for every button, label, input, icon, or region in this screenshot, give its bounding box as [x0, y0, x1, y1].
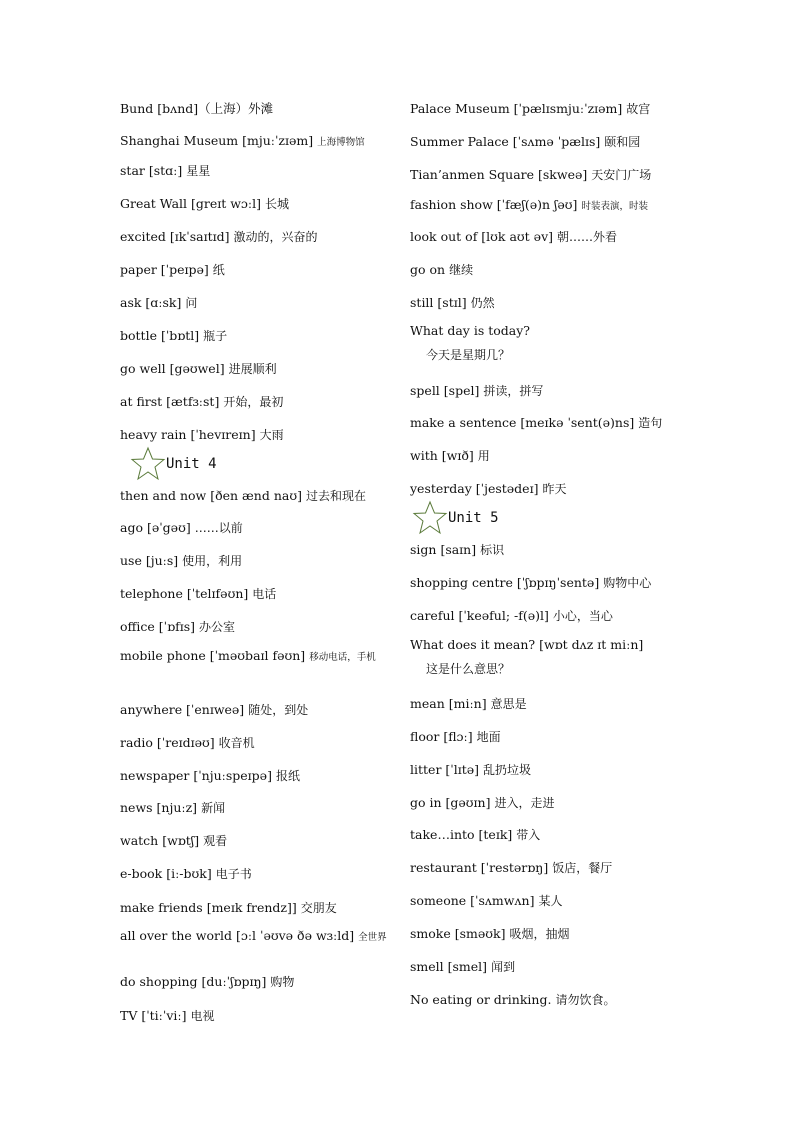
vocab-entry: TV [ˈtiːˈviː] 电视: [120, 1008, 215, 1023]
vocab-entry: do shopping [duːˈʃɒpɪŋ] 购物: [120, 974, 295, 989]
vocab-entry: Great Wall [greɪt wɔːl] 长城: [120, 196, 290, 211]
vocab-entry: fashion show [ˈfæʃ(ə)n ʃəʊ] 时装表演，时装: [410, 197, 648, 212]
vocab-entry: office [ˈɒfɪs] 办公室: [120, 619, 236, 634]
vocab-entry: all over the world [ɔːl ˈəʊvə ðə wɜːld] 全世界: [120, 928, 387, 943]
vocab-entry: smell [smel] 闻到: [410, 959, 516, 974]
vocab-entry: What does it mean? [wɒt dʌz ɪt miːn]: [410, 637, 644, 652]
vocab-entry: anywhere [ˈenɪweə] 随处，到处: [120, 702, 309, 717]
star-icon: [128, 446, 168, 482]
vocab-entry: use [juːs] 使用，利用: [120, 553, 243, 568]
vocab-entry: shopping centre [ˈʃɒpɪŋˈsentə] 购物中心: [410, 575, 652, 590]
vocab-entry: sign [saɪn] 标识: [410, 542, 505, 557]
vocab-entry: Bund [bʌnd]（上海）外滩: [120, 101, 274, 116]
vocab-entry: careful [ˈkeəful; -f(ə)l] 小心，当心: [410, 608, 613, 623]
vocab-entry: telephone [ˈtelɪfəʊn] 电话: [120, 586, 277, 601]
vocab-entry: spell [spel] 拼读，拼写: [410, 383, 544, 398]
vocab-entry: news [njuːz] 新闻: [120, 800, 226, 815]
vocab-translation: 今天是星期几？: [426, 348, 511, 362]
unit-label: Unit 4: [166, 456, 217, 472]
vocab-entry: mean [miːn] 意思是: [410, 696, 527, 711]
vocab-entry: No eating or drinking. 请勿饮食。: [410, 992, 616, 1007]
vocab-translation: 这是什么意思？: [426, 662, 511, 676]
unit-label: Unit 5: [448, 510, 499, 526]
vocab-entry: go on 继续: [410, 262, 474, 277]
vocab-entry: take…into [teɪk] 带入: [410, 827, 541, 842]
vocab-entry: floor [flɔː] 地面: [410, 729, 501, 744]
vocab-entry: with [wɪð] 用: [410, 448, 490, 463]
vocab-entry: Palace Museum [ˈpælɪsmjuːˈzɪəm] 故宫: [410, 101, 651, 116]
vocab-entry: paper [ˈpeɪpə] 纸: [120, 262, 225, 277]
vocab-entry: make friends [meɪk frendz]] 交朋友: [120, 900, 337, 915]
vocab-entry: watch [wɒtʃ] 观看: [120, 833, 228, 848]
vocab-entry: go well [gəʊwel] 进展顺利: [120, 361, 277, 376]
vocab-entry: ask [ɑːsk] 问: [120, 295, 198, 310]
vocab-entry: bottle [ˈbɒtl] 瓶子: [120, 328, 228, 343]
vocab-entry: at first [ætfɜːst] 开始，最初: [120, 394, 284, 409]
unit-4-heading: [128, 446, 217, 482]
vocab-entry: Shanghai Museum [mjuːˈzɪəm] 上海博物馆: [120, 133, 365, 148]
vocab-entry: Summer Palace [ˈsʌmə ˈpælɪs] 颐和园: [410, 134, 641, 149]
vocab-entry: radio [ˈreɪdɪəʊ] 收音机: [120, 735, 255, 750]
vocab-entry: look out of [lʊk aʊt əv] 朝……外看: [410, 229, 618, 244]
vocab-entry: heavy rain [ˈhevɪreɪn] 大雨: [120, 427, 284, 442]
vocab-entry: make a sentence [meɪkə ˈsent(ə)ns] 造句: [410, 415, 663, 430]
vocab-entry: still [stɪl] 仍然: [410, 295, 495, 310]
vocab-entry: Tian’anmen Square [skweə] 天安门广场: [410, 167, 652, 182]
vocab-entry: someone [ˈsʌmwʌn] 某人: [410, 893, 563, 908]
vocab-entry: ago [əˈgəʊ] ……以前: [120, 520, 243, 535]
vocab-entry: then and now [ðen ænd naʊ] 过去和现在: [120, 488, 366, 503]
vocab-entry: yesterday [ˈjestədeɪ] 昨天: [410, 481, 567, 496]
vocab-entry: mobile phone [ˈməʊbaɪl fəʊn] 移动电话，手机: [120, 648, 376, 663]
vocab-entry: excited [ɪkˈsaɪtɪd] 激动的，兴奋的: [120, 229, 318, 244]
star-icon: [410, 500, 450, 536]
vocab-entry: smoke [sməʊk] 吸烟，抽烟: [410, 926, 570, 941]
vocab-entry: go in [gəʊɪn] 进入，走进: [410, 795, 555, 810]
vocab-entry: litter [ˈlɪtə] 乱扔垃圾: [410, 762, 532, 777]
vocab-entry: newspaper [ˈnjuːspeɪpə] 报纸: [120, 768, 300, 783]
vocab-entry: star [stɑː] 星星: [120, 163, 211, 178]
unit-5-heading: [410, 500, 499, 536]
vocab-entry: e-book [iː-bʊk] 电子书: [120, 866, 252, 881]
vocab-entry: restaurant [ˈrestərɒŋ] 饭店，餐厅: [410, 860, 613, 875]
vocab-entry: What day is today?: [410, 323, 530, 338]
